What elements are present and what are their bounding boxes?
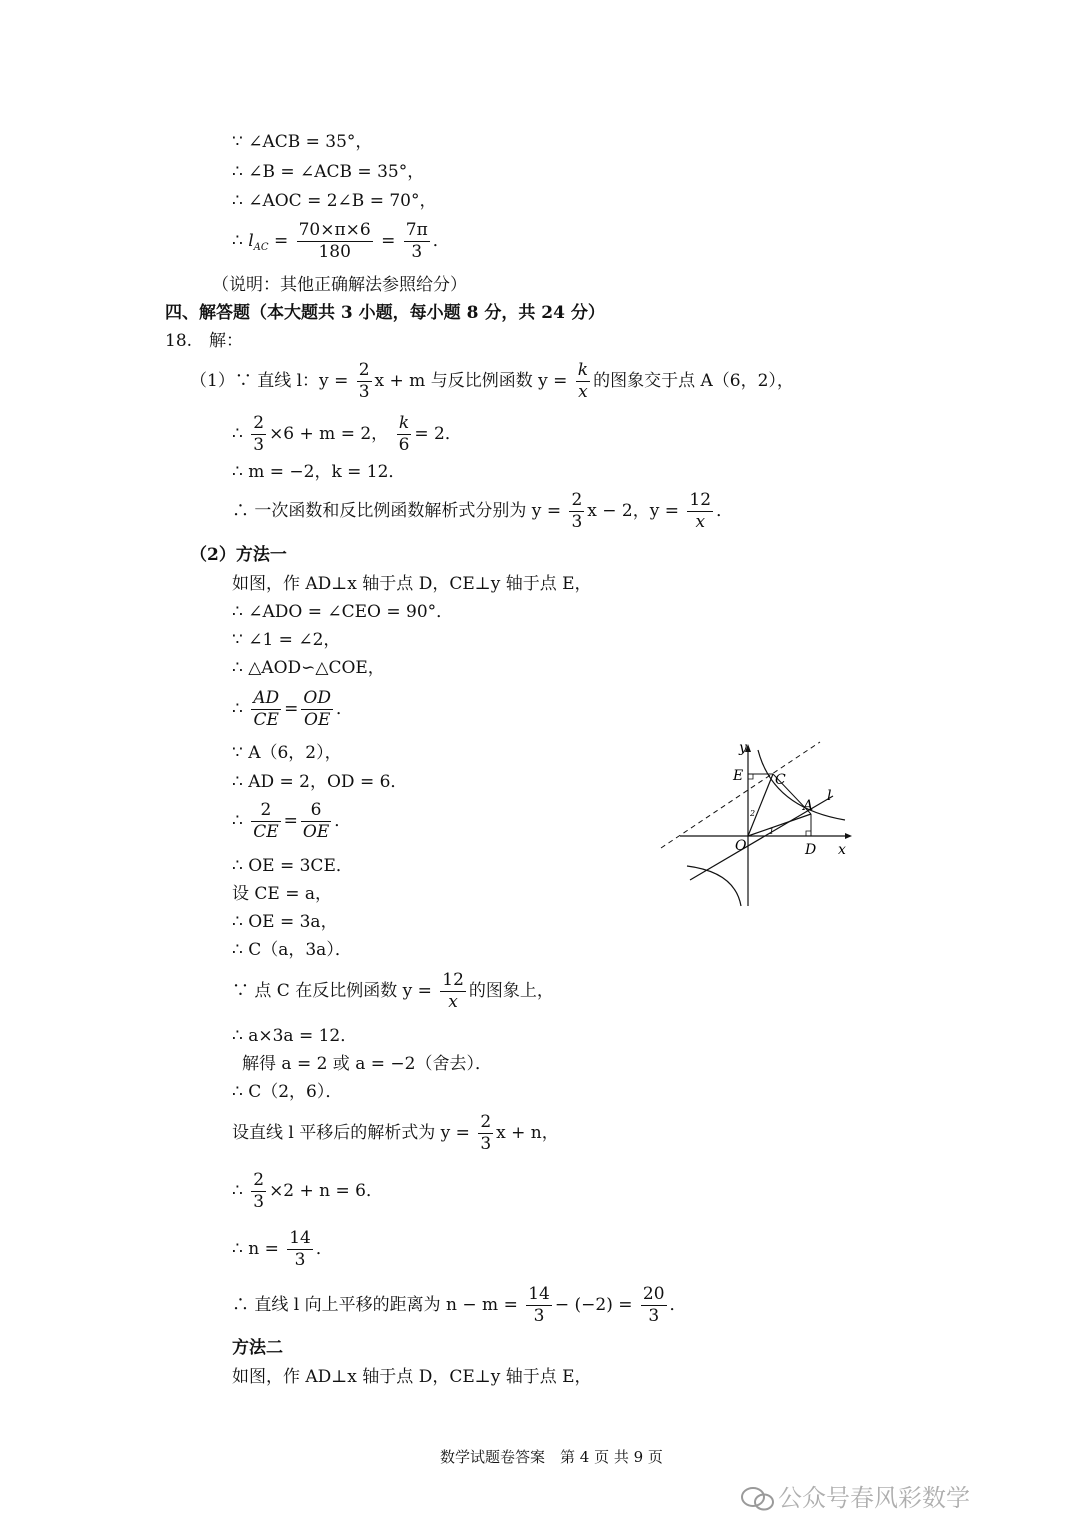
watermark-text: 公众号春风彩数学 xyxy=(778,1484,970,1512)
fraction-12-over-x: $\frac{12}{x}$ xyxy=(689,490,712,532)
hyperbola-first-quadrant xyxy=(758,750,845,820)
arc-length-symbol: l xyxy=(248,231,254,251)
right-angle-e xyxy=(748,774,753,779)
method-two-step: 如图，作 AD⊥x 轴于点 D，CE⊥y 轴于点 E， xyxy=(232,1367,592,1387)
method-one-point-on-curve: ∵ 点 C 在反比例函数 y = $\frac{12}{x}$ 的图象上， xyxy=(232,970,554,1012)
part1-values: ∴ m = −2，k = 12． xyxy=(232,462,406,482)
part1-substitution: ∴ $\frac{2}{3}$ ×6 + m = 2， $\frac{k}{6}$ = 2． xyxy=(232,413,462,455)
coordinate-figure xyxy=(655,738,855,910)
method-one-step: ∴ a×3a = 12． xyxy=(232,1026,358,1046)
label-o: O xyxy=(735,838,747,854)
method-one-distance: ∴ 直线 l 向上平移的距离为 n − m = $\frac{14}{3}$ − (−2) = $\frac{20}{3}$ ． xyxy=(232,1284,687,1326)
method-one-ratio-values: ∴ $\frac{2}{CE}$ = $\frac{6}{OE}$ ． xyxy=(232,800,352,842)
line-given-angle: ∵ ∠ACB = 35°， xyxy=(232,132,373,152)
method-one-step: 如图，作 AD⊥x 轴于点 D，CE⊥y 轴于点 E， xyxy=(232,574,592,594)
translated-line xyxy=(661,742,820,848)
label-e: E xyxy=(733,768,744,784)
arc-subscript: AC xyxy=(253,242,269,253)
method-one-step: ∴ △AOD∽△COE， xyxy=(232,658,385,678)
part1-result: ∴ 一次函数和反比例函数解析式分别为 y = $\frac{2}{3}$ x − 2，y = $\frac{12}{x}$ ． xyxy=(232,490,734,532)
fraction-arc-1: $\frac{70\times\pi\times 6}{180}$ xyxy=(298,220,371,262)
line-arc-length: ∴ $l_{AC}$ = $\frac{70\times\pi\times 6}{180}$ = $\frac{7\pi}{3}$ ． xyxy=(232,220,450,262)
label-c: C xyxy=(775,772,786,788)
line-angle-aoc: ∴ ∠AOC = 2∠B = 70°， xyxy=(232,191,437,211)
method-one-step: ∴ OE = 3CE． xyxy=(232,856,353,876)
fraction-two-thirds: $\frac{2}{3}$ xyxy=(358,360,370,402)
wechat-icon xyxy=(740,1484,776,1514)
method-one-step: 解得 a = 2 或 a = −2（舍去）． xyxy=(242,1054,492,1074)
fraction-two-thirds: $\frac{2}{3}$ xyxy=(253,413,265,455)
label-y: y xyxy=(739,740,747,756)
method-one-step: ∴ OE = 3a， xyxy=(232,912,338,932)
method-one-step: ∵ ∠1 = ∠2， xyxy=(232,630,341,650)
fraction-arc-2: $\frac{7\pi}{3}$ xyxy=(405,220,428,262)
x-axis-arrow xyxy=(845,833,852,839)
label-l: l xyxy=(827,788,832,804)
page-footer: 数学试题卷答案 第 4 页 共 9 页 xyxy=(440,1448,663,1466)
method-one-step: ∴ C（2，6）． xyxy=(232,1082,343,1102)
method-two-title: 方法二 xyxy=(232,1338,283,1358)
fraction-two-thirds: $\frac{2}{3}$ xyxy=(571,490,583,532)
method-one-step: ∴ AD = 2，OD = 6． xyxy=(232,772,408,792)
right-angle-d xyxy=(806,831,811,836)
part1-statement: （1）∵ 直线 l：y = $\frac{2}{3}$ x + m 与反比例函数 y = $\frac{k}{x}$ 的图象交于点 A（6，2）， xyxy=(190,360,794,402)
label-x: x xyxy=(838,842,846,858)
method-one-step: ∴ ∠ADO = ∠CEO = 90°． xyxy=(232,602,454,622)
method-one-step: ∴ C（a，3a）． xyxy=(232,940,352,960)
label-d: D xyxy=(805,842,817,858)
method-one-ratio: ∴ $\frac{AD}{CE}$ = $\frac{OD}{OE}$ ． xyxy=(232,688,353,730)
method-one-step: 设 CE = a， xyxy=(232,884,333,904)
method-one-title: （2）方法一 xyxy=(190,545,287,565)
method-one-n-value: ∴ n = $\frac{14}{3}$ ． xyxy=(232,1228,333,1270)
segment-oa xyxy=(748,814,811,836)
label-angle-1: 1 xyxy=(769,827,775,836)
line-angle-b: ∴ ∠B = ∠ACB = 35°， xyxy=(232,162,425,182)
therefore-symbol: ∴ xyxy=(232,231,249,251)
label-angle-2: 2 xyxy=(750,809,756,818)
method-one-step: ∵ A（6，2）， xyxy=(232,743,342,763)
note-line: （说明：其他正确解法参照给分） xyxy=(212,275,467,295)
section-heading: 四、解答题（本大题共 3 小题，每小题 8 分，共 24 分） xyxy=(165,303,605,323)
method-one-substitute: ∴ $\frac{2}{3}$ ×2 + n = 6． xyxy=(232,1170,383,1212)
label-a: A xyxy=(803,798,814,814)
question-18-label: 18. 解： xyxy=(165,331,244,351)
fraction-k-over-x: $\frac{k}{x}$ xyxy=(577,360,589,402)
hyperbola-third-quadrant xyxy=(687,866,741,906)
method-one-translated-line: 设直线 l 平移后的解析式为 y = $\frac{2}{3}$ x + n， xyxy=(232,1112,559,1154)
fraction-k-over-6: $\frac{k}{6}$ xyxy=(398,413,410,455)
